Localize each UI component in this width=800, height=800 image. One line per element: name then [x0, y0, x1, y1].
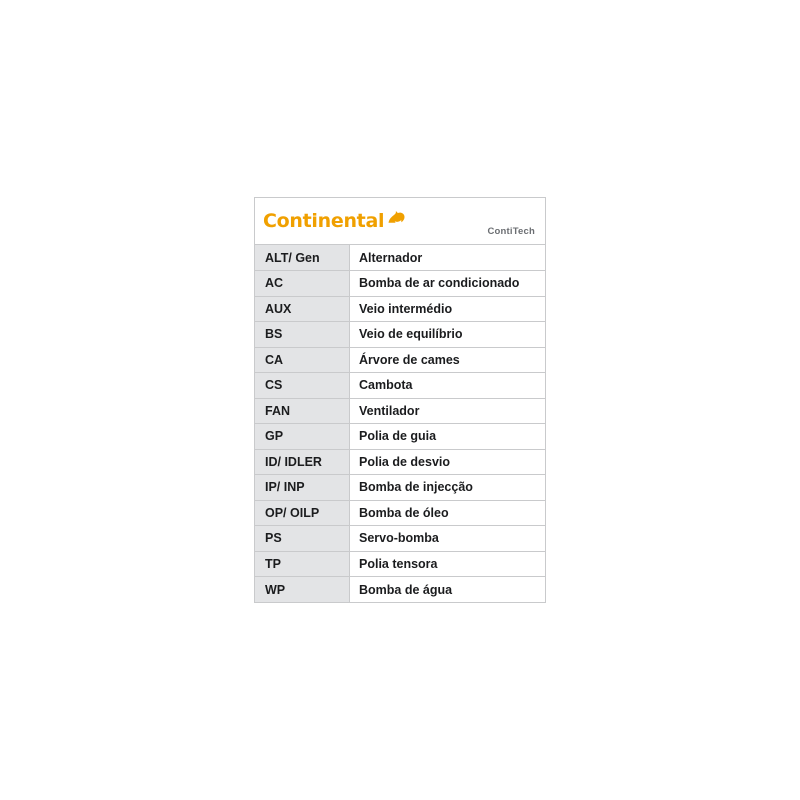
table-row [255, 373, 545, 399]
abbr-cell: GP [255, 424, 350, 450]
desc-cell: Bomba de ar condicionado [350, 271, 546, 297]
table-row [255, 475, 545, 501]
abbr-cell: BS [255, 322, 350, 348]
desc-cell: Árvore de cames [350, 347, 546, 373]
abbr-cell: TP [255, 551, 350, 577]
desc-cell: Cambota [350, 373, 546, 399]
table-row [255, 296, 545, 322]
table-row [255, 500, 545, 526]
brand-wordmark-rest: ntinental [289, 209, 385, 232]
abbr-cell: AUX [255, 296, 350, 322]
table-row [255, 245, 545, 271]
abbr-cell: WP [255, 577, 350, 603]
contitech-label: ContiTech [487, 226, 535, 237]
table-row [255, 398, 545, 424]
legend-table [255, 245, 545, 602]
table-row [255, 347, 545, 373]
brand-header [255, 198, 545, 245]
abbr-cell: CA [255, 347, 350, 373]
table-row [255, 424, 545, 450]
table-row [255, 271, 545, 297]
brand-wordmark [263, 209, 385, 232]
abbr-cell: OP/ OILP [255, 500, 350, 526]
desc-cell: Ventilador [350, 398, 546, 424]
continental-horse-icon [386, 209, 408, 230]
desc-cell: Alternador [350, 245, 546, 271]
abbr-cell: PS [255, 526, 350, 552]
abbr-cell: ID/ IDLER [255, 449, 350, 475]
table-row [255, 577, 545, 603]
desc-cell: Bomba de óleo [350, 500, 546, 526]
table-row [255, 526, 545, 552]
desc-cell: Bomba de água [350, 577, 546, 603]
table-row [255, 449, 545, 475]
desc-cell: Veio de equilíbrio [350, 322, 546, 348]
abbr-cell: IP/ INP [255, 475, 350, 501]
table-row [255, 322, 545, 348]
desc-cell: Polia de desvio [350, 449, 546, 475]
abbr-cell: AC [255, 271, 350, 297]
abbr-cell: CS [255, 373, 350, 399]
brand-wordmark-initial: Co [263, 209, 290, 232]
abbr-cell: FAN [255, 398, 350, 424]
desc-cell: Polia de guia [350, 424, 546, 450]
desc-cell: Servo-bomba [350, 526, 546, 552]
legend-card [254, 197, 546, 603]
continental-logo [263, 209, 408, 233]
abbr-cell: ALT/ Gen [255, 245, 350, 271]
table-row [255, 551, 545, 577]
desc-cell: Veio intermédio [350, 296, 546, 322]
desc-cell: Polia tensora [350, 551, 546, 577]
desc-cell: Bomba de injecção [350, 475, 546, 501]
